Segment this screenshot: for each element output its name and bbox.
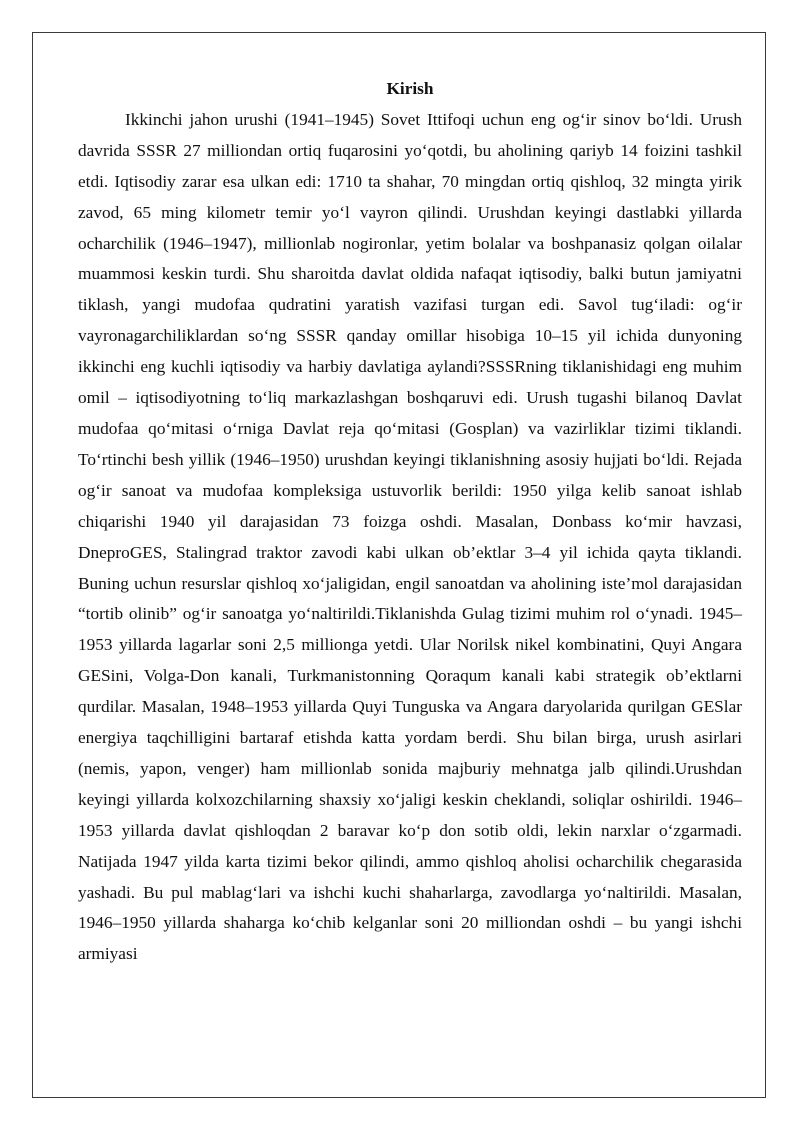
document-title: Kirish bbox=[386, 79, 434, 98]
document-paragraph: Ikkinchi jahon urushi (1941–1945) Sovet Ittifoqi uchun eng og‘ir sinov bo‘ldi. Urush davrida SSSR 27 milliondan ortiq fuqarosini yo‘qotdi, bu aholining qariyb 14 foizini tashkil etdi. Iqtisodiy zarar esa ulkan edi: 1710 ta shahar, 70 mingdan ortiq qishloq, 32 mingta yirik zavod, 65 ming kilometr temir yo‘l vayron qilindi. Urushdan keyingi dastlabki yillarda ocharchilik (1946–1947), millionlab nogironlar, yetim bolalar va boshpanasiz qolgan oilalar muammosi keskin turdi. Shu sharoitda davlat oldida nafaqat iqtisodiy, balki butun jamiyatni tiklash, yangi mudofaa qudratini yaratish vazifasi turgan edi. Savol tug‘iladi: og‘ir vayronagarchiliklardan so‘ng SSSR qanday omillar hisobiga 10–15 yil ichida dunyoning ikkinchi eng kuchli iqtisodiy va harbiy davlatiga aylandi?SSSRning tiklanishidagi eng muhim omil – iqtisodiyotning to‘liq markazlashgan boshqaruvi edi. Urush tugashi bilanoq Davlat mudofaa qo‘mitasi o‘rniga Davlat reja qo‘mitasi (Gosplan) va vazirliklar tizimi tiklandi. To‘rtinchi besh yillik (1946–1950) urushdan keyingi tiklanishning asosiy hujjati bo‘ldi. Rejada og‘ir sanoat va mudofaa kompleksiga ustuvorlik berildi: 1950 yilga kelib sanoat ishlab chiqarishi 1940 yil darajasidan 73 foizga oshdi. Masalan, Donbass ko‘mir havzasi, DneproGES, Stalingrad traktor zavodi kabi ulkan ob’ektlar 3–4 yil ichida qayta tiklandi. Buning uchun resurslar qishloq xo‘jaligidan, engil sanoatdan va aholining iste’mol darajasidan “tortib olinib” og‘ir sanoatga yo‘naltirildi.Tiklanishda Gulag tizimi muhim rol o‘ynadi. 1945–1953 yillarda lagarlar soni 2,5 millionga yetdi. Ular Norilsk nikel kombinatini, Quyi Angara GESini, Volga-Don kanali, Turkmanistonning Qoraqum kanali kabi strategik ob’ektlarni qurdilar. Masalan, 1948–1953 yillarda Quyi Tunguska va Angara daryolarida qurilgan GESlar energiya taqchilligini bartaraf etishda katta yordam berdi. Shu bilan birga, urush asirlari (nemis, yapon, venger) ham millionlab sonida majburiy mehnatga jalb qilindi.Urushdan keyingi yillarda kolxozchilarning shaxsiy xo‘jaligi keskin cheklandi, soliqlar oshirildi. 1946–1953 yillarda davlat qishloqdan 2 baravar ko‘p don sotib oldi, lekin narxlar o‘zgarmadi. Natijada 1947 yilda karta tizimi bekor qilindi, ammo qishloq aholisi ocharchilik chegarasida yashadi. Bu pul mablag‘lari va ishchi kuchi shaharlarga, zavodlarga yo‘naltirildi. Masalan, 1946–1950 yillarda shaharga ko‘chib kelganlar soni 20 milliondan oshdi – bu yangi ishchi armiyasi bbox=[78, 109, 742, 964]
document-body bbox=[78, 74, 742, 970]
